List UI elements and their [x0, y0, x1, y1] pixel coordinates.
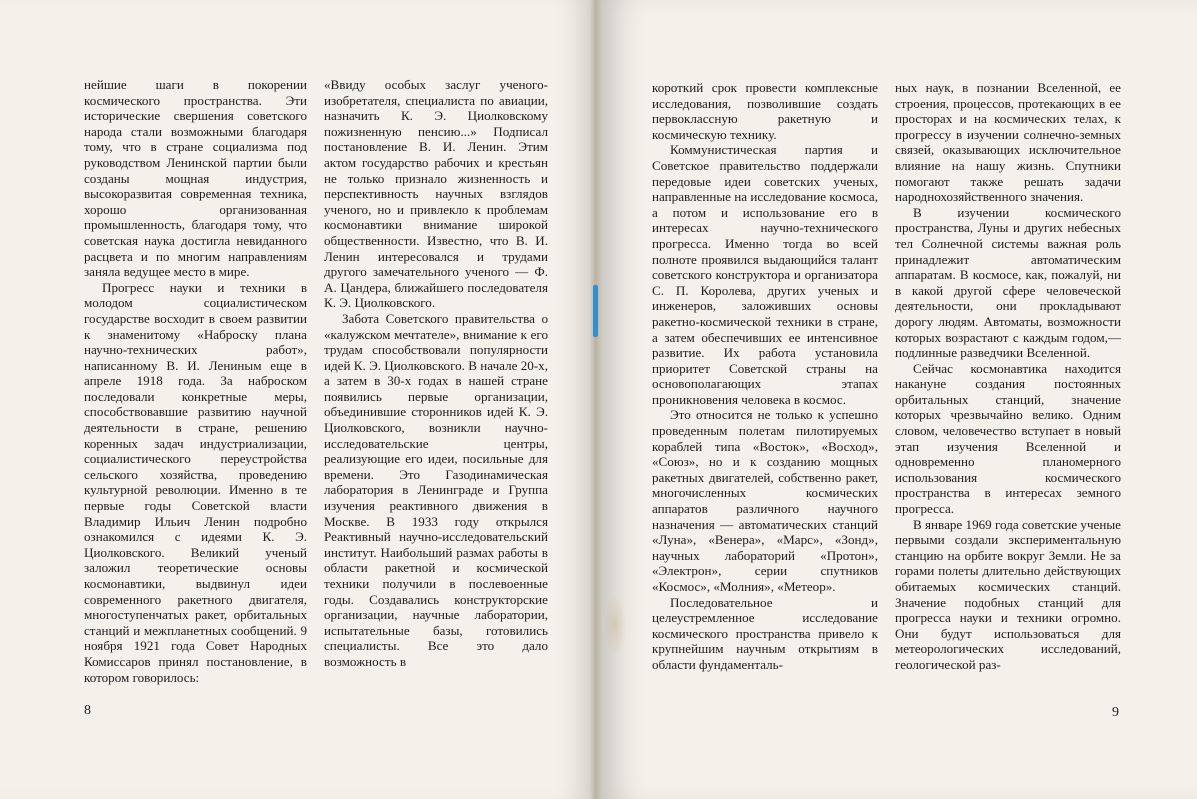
- paragraph: ных наук, в познании Вселенной, ее строения, процессов, протекающих в ее просторах и на космических телах, к прогрессу в изучении солнечно-земных связей, оказывающих исключительное влияние на нашу жизнь. Спутники помогают также решать задачи народнохозяйственного значения.: [895, 80, 1121, 205]
- paragraph: Сейчас космонавтика находится накануне создания постоянных орбитальных станций, значение которых чрезвычайно велико. Одним словом, человечество вступает в новый этап изучения Вселенной и одновременно планомерного использования космического пространства в интересах земного прогресса.: [895, 360, 1121, 517]
- page-number-left: 8: [84, 703, 91, 718]
- left-page-column-2: [324, 77, 548, 670]
- right-page-column-2: [895, 80, 1121, 673]
- paragraph: В январе 1969 года советские ученые первыми создали экспериментальную станцию на орбите вокруг Земли. Не за горами полеты длительно действующих обитаемых космических станций. Значение подобных станций для прогресса науки и техники огромно. Они будут использоваться для метеорологических исследований, геологической раз-: [895, 516, 1121, 672]
- page-number-right: 9: [1112, 705, 1119, 720]
- paragraph: нейшие шаги в покорении космического пространства. Эти исторические свершения советского народа стали возможными благодаря тому, что в стране социализма под руководством Ленинской партии были созданы мощная индустрия, высокоразвитая современная техника, хорошо организованная промышленность, благодаря тому, что советская наука достигла невиданного расцвета и по многим направлениям заняла ведущее место в мире.: [84, 77, 307, 280]
- paragraph: Это относится не только к успешно проведенным полетам пилотируемых кораблей типа «Восток», «Восход», «Союз», но и к созданию мощных ракетных двигателей, собственно ракет, многочисленных космических аппаратов различного научного назначения — автоматических станций «Луна», «Венера», «Марс», «Зонд», научных лабораторий «Протон», «Электрон», серии спутников «Космос», «Молния», «Метеор».: [652, 407, 878, 594]
- right-page: [600, 0, 1197, 799]
- book-gutter: [590, 0, 602, 799]
- paragraph: короткий срок провести комплексные исследования, позволившие создать первоклассную ракетную и космическую технику.: [652, 80, 878, 142]
- paragraph: В изучении космического пространства, Луны и других небесных тел Солнечной системы важная роль принадлежит автоматическим аппаратам. В космосе, как, пожалуй, ни в какой другой сфере человеческой деятельности, они прокладывают дорогу людям. Автоматы, возможности которых возрастают с каждым годом,— подлинные разведчики Вселенной.: [895, 204, 1121, 361]
- paragraph: Последовательное и целеустремленное исследование космического пространства привело к крупнейшим научным открытиям в области фундаменталь-: [652, 594, 878, 672]
- left-page-column-1: [84, 77, 307, 685]
- paragraph: Прогресс науки и техники в молодом социалистическом государстве восходит в своем развитии к знаменитому «Наброску плана научно-технических работ», написанному В. И. Лениным еще в апреле 1918 года. За наброском последовали конкретные меры, способствовавшие развитию научной деятельности в стране, решению коренных задач индустриализации, социалистического переустройства сельского хозяйства, проведению культурной революции. Именно в те первые годы Советской власти Владимир Ильич Ленин подробно ознакомился с идеями К. Э. Циолковского. Великий ученый заложил теоретические основы космонавтики, выдвинул идеи современного ракетного двигателя, многоступенчатых ракет, орбитальных станций и межпланетных сообщений. 9 ноября 1921 года Совет Народных Комиссаров принял постановление, в котором говорилось:: [84, 279, 307, 685]
- right-page-column-1: [652, 80, 878, 673]
- paragraph: «Ввиду особых заслуг ученого-изобретателя, специалиста по авиации, назначить К. Э. Циолковскому пожизненную пенсию...» Подписал постановление В. И. Ленин. Этим актом государство рабочих и крестьян не только признало жизненность и перспективность научных взглядов ученого, но и привлекло к проблемам космонавтики внимание широкой общественности. Известно, что В. И. Ленин интересовался и трудами другого замечательного ученого — Ф. А. Цандера, ближайшего последователя К. Э. Циолковского.: [324, 77, 548, 311]
- paragraph: Коммунистическая партия и Советское правительство поддержали передовые идеи советских ученых, направленные на исследование космоса, а потом и использование его в интересах научно-технического прогресса. Именно тогда во всей полноте проявился выдающийся талант советского конструктора и организатора С. П. Королева, других ученых и инженеров, заложивших основы ракетно-космической техники в стране, а затем обеспечивших ее интенсивное развитие. Их работа установила приоритет Советской страны на основополагающих этапах проникновения человека в космос.: [652, 142, 878, 407]
- paragraph: Забота Советского правительства о «калужском мечтателе», внимание к его трудам способствовали популярности идей К. Э. Циолковского. В начале 20-х, а затем в 30-х годах в нашей стране появились первые организации, объединившие сторонников идей К. Э. Циолковского, возникли научно-исследовательские центры, реализующие его идеи, посильные для времени. Это Газодинамическая лаборатория в Ленинграде и Группа изучения реактивного движения в Москве. В 1933 году открылся Реактивный научно-исследовательский институт. Наибольший размах работы в области ракетной и космической техники получили в послевоенные годы. Создавались конструкторские организации, научные лаборатории, испытательные базы, готовились специалисты. Все это дало возможность в: [324, 310, 548, 669]
- left-page: [0, 0, 592, 799]
- paper-stain: [604, 595, 626, 655]
- blue-bookmark-mark: [593, 285, 598, 337]
